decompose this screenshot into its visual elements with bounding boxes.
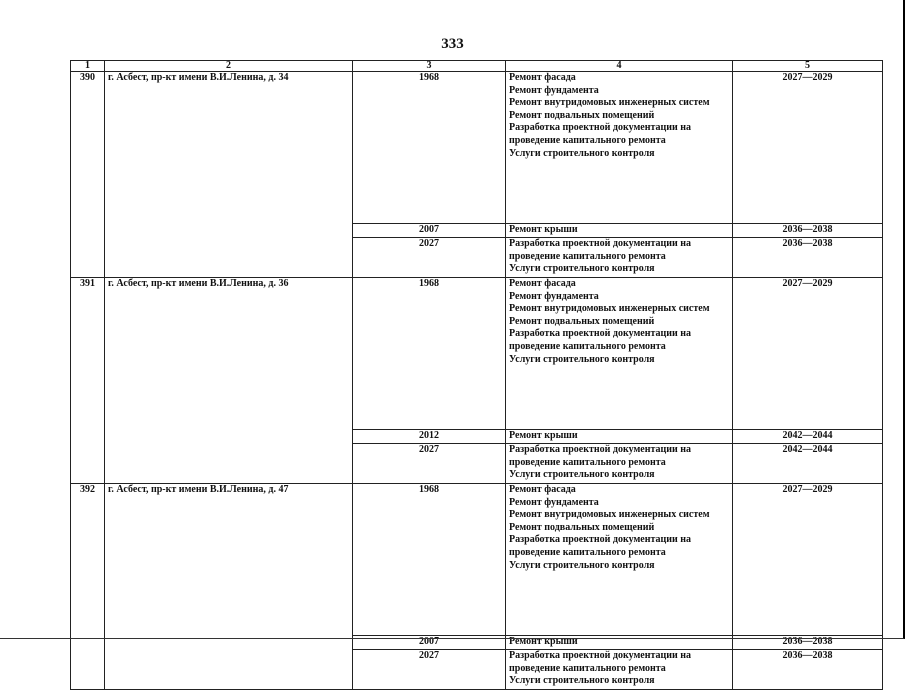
column-header-4: 4	[506, 61, 733, 72]
table-row	[71, 278, 883, 430]
work-item: проведение капитального ремонта	[509, 456, 666, 468]
work-item: Ремонт внутридомовых инженерных систем	[509, 97, 710, 109]
period-cell: 2042—2044	[733, 444, 883, 484]
work-item: Ремонт крыши	[509, 636, 578, 647]
period-cell: 2027—2029	[733, 72, 883, 224]
year-cell: 2012	[353, 430, 506, 444]
building-address: г. Асбест, пр-кт имени В.И.Ленина, д. 47	[105, 484, 353, 690]
works-cell	[506, 484, 733, 636]
works-cell	[506, 224, 733, 238]
period-cell: 2036—2038	[733, 650, 883, 690]
work-item: Ремонт подвальных помещений	[509, 109, 655, 121]
work-item: Ремонт фасада	[509, 484, 576, 495]
building-address: г. Асбест, пр-кт имени В.И.Ленина, д. 36	[105, 278, 353, 484]
table-body	[71, 72, 883, 690]
work-item: Разработка проектной документации на	[509, 534, 692, 546]
period-cell: 2027—2029	[733, 278, 883, 430]
works-cell	[506, 636, 733, 650]
work-item: Ремонт фундамента	[509, 290, 599, 302]
works-cell	[506, 278, 733, 430]
works-cell	[506, 72, 733, 224]
work-item: проведение капитального ремонта	[509, 546, 666, 558]
year-cell: 2027	[353, 238, 506, 278]
work-item: Ремонт крыши	[509, 430, 578, 441]
year-cell: 1968	[353, 484, 506, 636]
work-item: Разработка проектной документации на	[509, 444, 692, 455]
period-cell: 2036—2038	[733, 636, 883, 650]
work-item: Разработка проектной документации на	[509, 122, 692, 134]
year-cell: 2007	[353, 636, 506, 650]
work-item: проведение капитального ремонта	[509, 134, 666, 146]
work-item: проведение капитального ремонта	[509, 340, 666, 352]
row-number: 392	[71, 484, 105, 690]
work-item: Услуги строительного контроля	[509, 263, 655, 275]
works-cell	[506, 238, 733, 278]
works-cell	[506, 650, 733, 690]
year-cell: 1968	[353, 72, 506, 224]
row-number: 390	[71, 72, 105, 278]
table-row	[71, 484, 883, 636]
work-item: Ремонт фундамента	[509, 84, 599, 96]
table-row	[71, 72, 883, 224]
work-item: Разработка проектной документации на	[509, 650, 692, 661]
column-header-3: 3	[353, 61, 506, 72]
building-address: г. Асбест, пр-кт имени В.И.Ленина, д. 34	[105, 72, 353, 278]
year-cell: 2007	[353, 224, 506, 238]
period-cell: 2027—2029	[733, 484, 883, 636]
page-number: 333	[441, 36, 464, 52]
period-cell: 2042—2044	[733, 430, 883, 444]
column-header-5: 5	[733, 61, 883, 72]
work-item: Ремонт фасада	[509, 72, 576, 83]
work-item: Ремонт фундамента	[509, 496, 599, 508]
works-cell	[506, 444, 733, 484]
work-item: Ремонт внутридомовых инженерных систем	[509, 303, 710, 315]
work-item: Ремонт крыши	[509, 224, 578, 235]
year-cell: 1968	[353, 278, 506, 430]
work-item: проведение капитального ремонта	[509, 250, 666, 262]
work-item: Разработка проектной документации на	[509, 238, 692, 249]
work-item: Ремонт фасада	[509, 278, 576, 289]
work-item: Ремонт внутридомовых инженерных систем	[509, 509, 710, 521]
period-cell: 2036—2038	[733, 238, 883, 278]
table-header-row	[71, 61, 883, 72]
works-cell	[506, 430, 733, 444]
work-item: Разработка проектной документации на	[509, 328, 692, 340]
work-item: Ремонт подвальных помещений	[509, 315, 655, 327]
capital-repair-table	[70, 60, 883, 690]
row-number: 391	[71, 278, 105, 484]
column-header-1: 1	[71, 61, 105, 72]
work-item: Услуги строительного контроля	[509, 469, 655, 481]
work-item: Услуги строительного контроля	[509, 353, 655, 365]
column-header-2: 2	[105, 61, 353, 72]
work-item: Услуги строительного контроля	[509, 675, 655, 687]
year-cell: 2027	[353, 650, 506, 690]
period-cell: 2036—2038	[733, 224, 883, 238]
work-item: проведение капитального ремонта	[509, 662, 666, 674]
work-item: Услуги строительного контроля	[509, 559, 655, 571]
work-item: Ремонт подвальных помещений	[509, 521, 655, 533]
work-item: Услуги строительного контроля	[509, 147, 655, 159]
year-cell: 2027	[353, 444, 506, 484]
